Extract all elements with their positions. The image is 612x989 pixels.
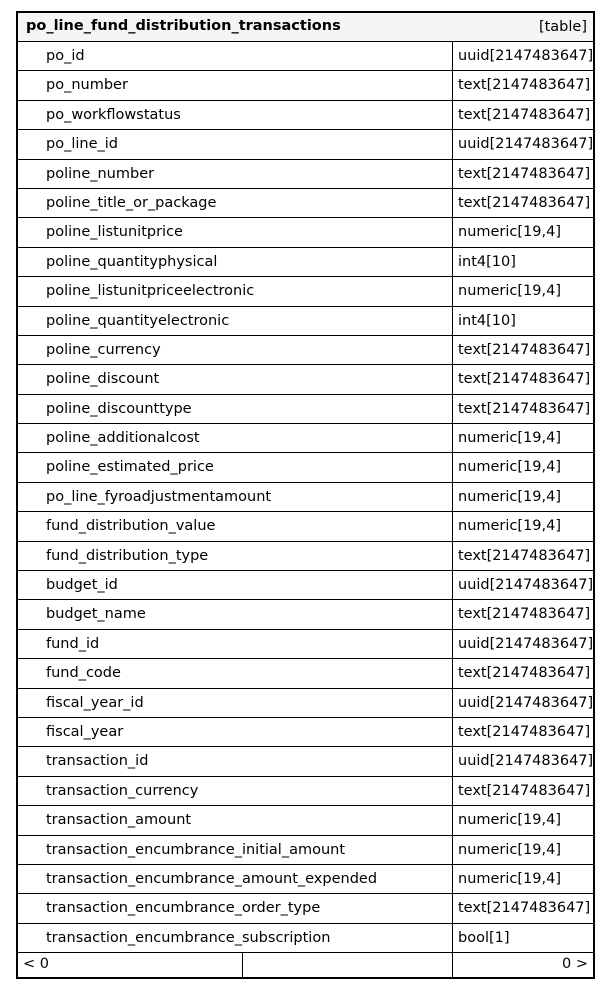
- column-name: transaction_currency: [18, 777, 453, 805]
- table-row: [18, 395, 593, 424]
- table-row: [18, 453, 593, 482]
- column-type: uuid[2147483647]: [458, 577, 593, 594]
- table-row: [18, 865, 593, 894]
- column-type: bool[1]: [458, 929, 510, 946]
- column-type: text[2147483647]: [458, 77, 591, 94]
- column-name: poline_discounttype: [18, 395, 453, 423]
- column-type: text[2147483647]: [458, 900, 591, 917]
- column-name: po_line_fyroadjustmentamount: [18, 483, 453, 511]
- table-row: [18, 542, 593, 571]
- column-type: text[2147483647]: [458, 371, 591, 388]
- table-row: [18, 307, 593, 336]
- column-name: transaction_encumbrance_subscription: [18, 924, 453, 952]
- table-footer: [18, 953, 593, 977]
- column-name: transaction_id: [18, 747, 453, 775]
- column-type: text[2147483647]: [458, 723, 591, 740]
- column-name: poline_number: [18, 160, 453, 188]
- column-type: uuid[2147483647]: [458, 48, 593, 64]
- column-name: fiscal_year_id: [18, 689, 453, 717]
- column-type: numeric[19,4]: [458, 812, 561, 829]
- column-name: po_id: [18, 42, 453, 70]
- column-name: poline_additionalcost: [18, 424, 453, 452]
- column-name: fund_code: [18, 659, 453, 687]
- column-name: poline_title_or_package: [18, 189, 453, 217]
- table-entity: [16, 11, 595, 979]
- column-name: transaction_amount: [18, 806, 453, 834]
- column-type: numeric[19,4]: [458, 283, 561, 300]
- table-row: [18, 512, 593, 541]
- column-name: fund_id: [18, 630, 453, 658]
- column-name: transaction_encumbrance_amount_expended: [18, 865, 453, 893]
- column-type: text[2147483647]: [458, 606, 591, 623]
- column-name: fund_distribution_value: [18, 512, 453, 540]
- column-type: numeric[19,4]: [458, 488, 561, 505]
- column-type: text[2147483647]: [458, 400, 591, 417]
- column-name: po_workflowstatus: [18, 101, 453, 129]
- column-name: poline_listunitprice: [18, 218, 453, 246]
- column-name: budget_name: [18, 600, 453, 628]
- table-row: [18, 600, 593, 629]
- column-name: poline_estimated_price: [18, 453, 453, 481]
- table-row: [18, 71, 593, 100]
- column-type: text[2147483647]: [458, 665, 591, 682]
- column-name: fund_distribution_type: [18, 542, 453, 570]
- column-type: numeric[19,4]: [458, 224, 561, 241]
- footer-right-count: 0 >: [562, 956, 588, 973]
- column-name: poline_quantityelectronic: [18, 307, 453, 335]
- footer-left-count: < 0: [18, 953, 243, 977]
- column-type: text[2147483647]: [458, 106, 591, 123]
- footer-middle-cell: [243, 953, 453, 977]
- table-kind-label: [table]: [538, 19, 587, 35]
- column-type: text[2147483647]: [458, 194, 591, 211]
- column-type: uuid[2147483647]: [458, 635, 593, 652]
- table-row: [18, 836, 593, 865]
- table-row: [18, 806, 593, 835]
- column-type: numeric[19,4]: [458, 841, 561, 858]
- column-name: poline_currency: [18, 336, 453, 364]
- table-row: [18, 747, 593, 776]
- table-row: [18, 718, 593, 747]
- table-row: [18, 659, 593, 688]
- table-row: [18, 777, 593, 806]
- table-row: [18, 571, 593, 600]
- table-row: [18, 689, 593, 718]
- column-name: poline_listunitpriceelectronic: [18, 277, 453, 305]
- column-name: fiscal_year: [18, 718, 453, 746]
- column-name: budget_id: [18, 571, 453, 599]
- table-row: [18, 336, 593, 365]
- column-name: transaction_encumbrance_initial_amount: [18, 836, 453, 864]
- column-type: text[2147483647]: [458, 782, 591, 799]
- table-row: [18, 483, 593, 512]
- table-row: [18, 365, 593, 394]
- column-name: poline_quantityphysical: [18, 248, 453, 276]
- table-row: [18, 924, 593, 953]
- table-row: [18, 248, 593, 277]
- column-type: numeric[19,4]: [458, 459, 561, 476]
- table-title: po_line_fund_distribution_transactions: [26, 18, 341, 34]
- column-type: uuid[2147483647]: [458, 694, 593, 711]
- column-type: numeric[19,4]: [458, 518, 561, 535]
- column-name: poline_discount: [18, 365, 453, 393]
- column-type: int4[10]: [458, 253, 516, 270]
- column-type: uuid[2147483647]: [458, 136, 593, 153]
- table-row: [18, 101, 593, 130]
- column-name: po_number: [18, 71, 453, 99]
- column-type: uuid[2147483647]: [458, 753, 593, 770]
- table-row: [18, 42, 593, 71]
- table-row: [18, 894, 593, 923]
- table-row: [18, 189, 593, 218]
- column-name: po_line_id: [18, 130, 453, 158]
- column-type: int4[10]: [458, 312, 516, 329]
- table-row: [18, 277, 593, 306]
- table-header: [18, 13, 593, 42]
- column-type: numeric[19,4]: [458, 430, 561, 447]
- table-row: [18, 160, 593, 189]
- column-type: text[2147483647]: [458, 341, 591, 358]
- column-list: [18, 42, 593, 953]
- table-row: [18, 130, 593, 159]
- table-row: [18, 218, 593, 247]
- column-type: text[2147483647]: [458, 547, 591, 564]
- column-type: numeric[19,4]: [458, 870, 561, 887]
- table-row: [18, 630, 593, 659]
- table-row: [18, 424, 593, 453]
- column-name: transaction_encumbrance_order_type: [18, 894, 453, 922]
- column-type: text[2147483647]: [458, 165, 591, 182]
